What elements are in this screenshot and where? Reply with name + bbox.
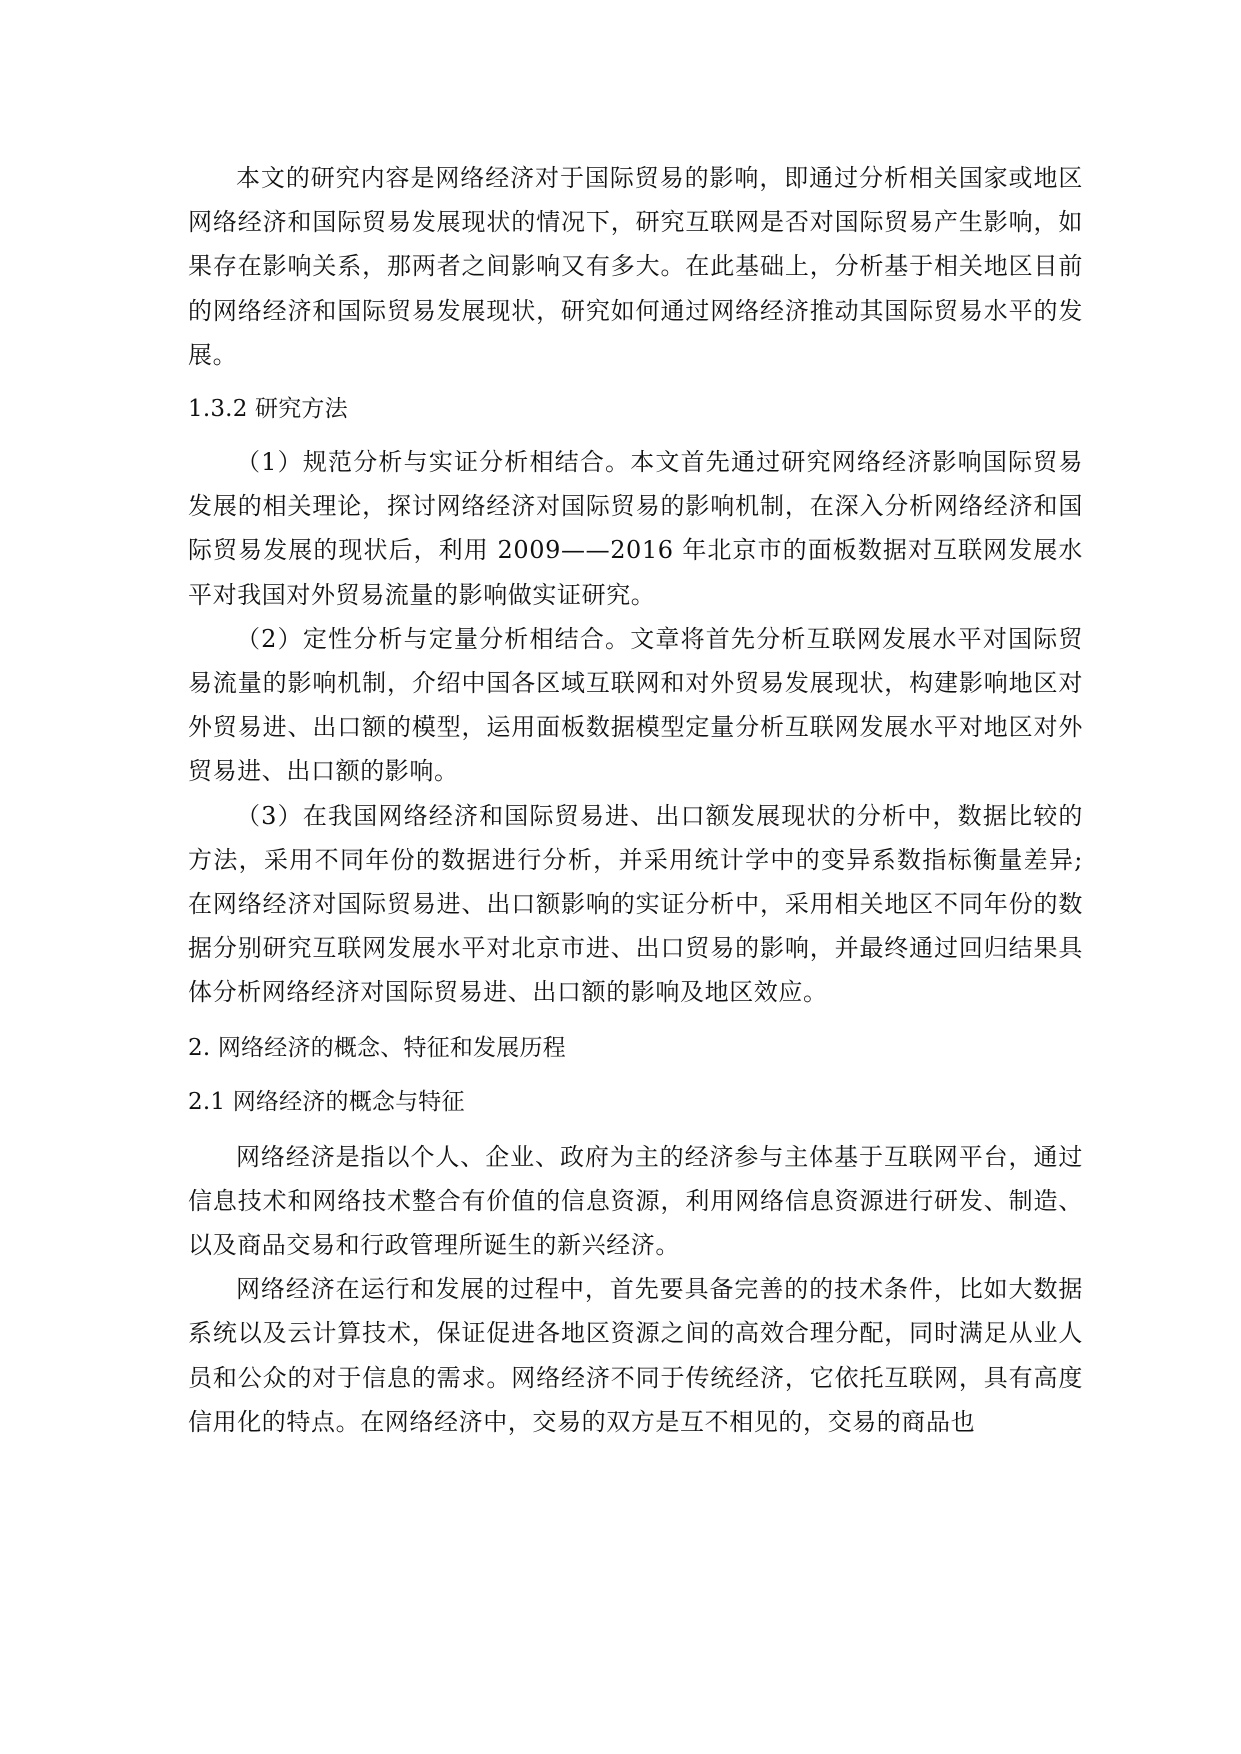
paragraph-method-3: （3）在我国网络经济和国际贸易进、出口额发展现状的分析中，数据比较的方法，采用不同年份的数据进行分析，并采用统计学中的变异系数指标衡量差异; 在网络经济对国际贸易进、出口额影响的实证分析中，采用相关地区不同年份的数据分别研究互联网发展水平对北京市进、出口贸易的影响，并最终通过回归结果具体分析网络经济对国际贸易进、出口额的影响及地区效应。 — [188, 801, 1083, 1007]
chapter-heading-2: 2. 网络经济的概念、特征和发展历程 — [188, 1034, 566, 1061]
paragraph-method-1: （1）规范分析与实证分析相结合。本文首先通过研究网络经济影响国际贸易发展的相关理论，探讨网络经济对国际贸易的影响机制，在深入分析网络经济和国际贸易发展的现状后，利用 2009——2016 年北京市的面板数据对互联网发展水平对我国对外贸易流量的影响做实证研究。 — [188, 448, 1083, 609]
paragraph-network-economy-features: 网络经济在运行和发展的过程中，首先要具备完善的的技术条件，比如大数据系统以及云计算技术，保证促进各地区资源之间的高效合理分配，同时满足从业人员和公众的对于信息的需求。网络经济不同于传统经济，它依托互联网，具有高度信用化的特点。在网络经济中，交易的双方是互不相见的，交易的商品也 — [188, 1275, 1083, 1436]
paragraph-network-economy-definition: 网络经济是指以个人、企业、政府为主的经济参与主体基于互联网平台，通过信息技术和网络技术整合有价值的信息资源，利用网络信息资源进行研发、制造、以及商品交易和行政管理所诞生的新兴经济。 — [188, 1142, 1083, 1260]
paragraph-research-content: 本文的研究内容是网络经济对于国际贸易的影响，即通过分析相关国家或地区网络经济和国际贸易发展现状的情况下，研究互联网是否对国际贸易产生影响，如果存在影响关系，那两者之间影响又有多大。在此基础上，分析基于相关地区目前的网络经济和国际贸易发展现状，研究如何通过网络经济推动其国际贸易水平的发展。 — [188, 164, 1083, 369]
document-body — [188, 156, 1083, 1444]
section-heading-1-3-2: 1.3.2 研究方法 — [188, 396, 348, 423]
paragraph-method-2: （2）定性分析与定量分析相结合。文章将首先分析互联网发展水平对国际贸易流量的影响机制，介绍中国各区域互联网和对外贸易发展现状，构建影响地区对外贸易进、出口额的模型，运用面板数据模型定量分析互联网发展水平对地区对外贸易进、出口额的影响。 — [188, 624, 1083, 786]
section-heading-2-1: 2.1 网络经济的概念与特征 — [188, 1088, 465, 1115]
